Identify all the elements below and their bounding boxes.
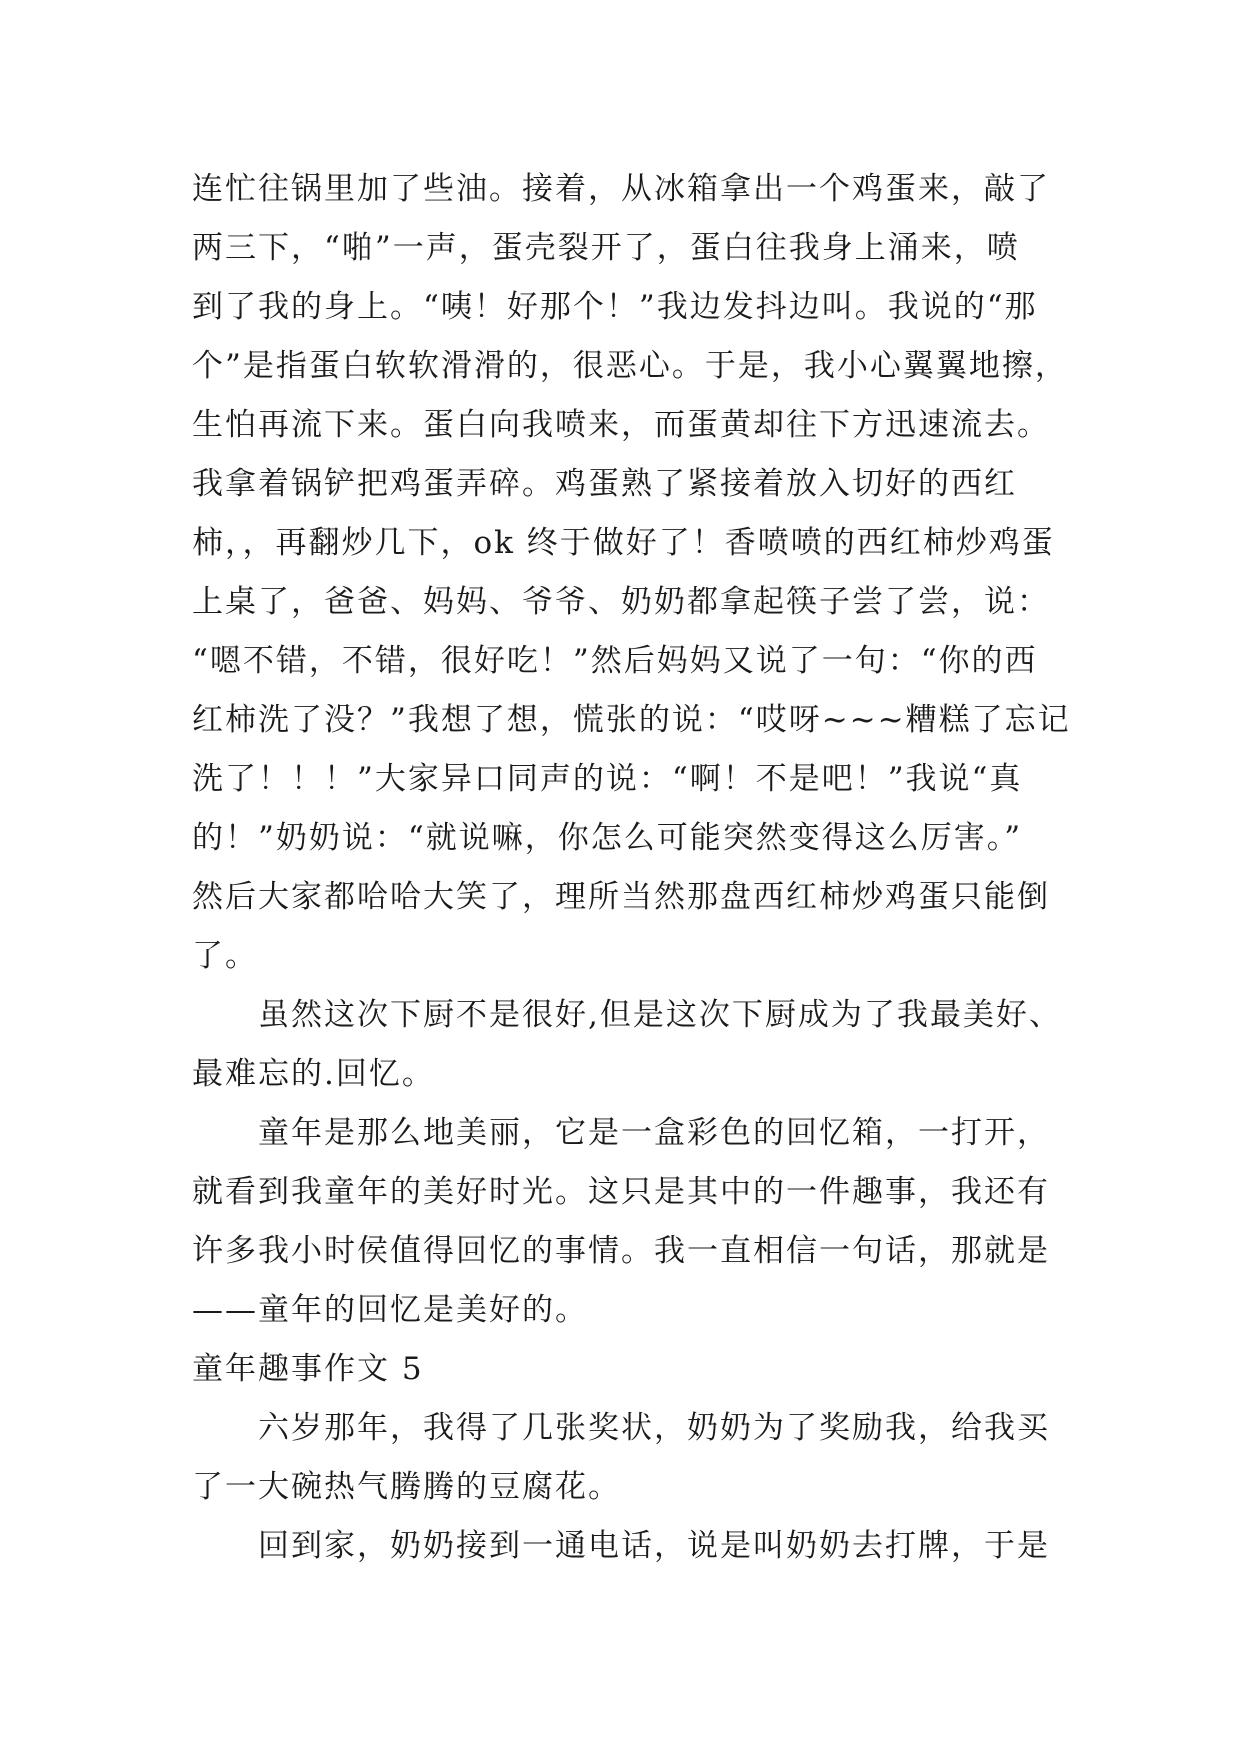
paragraph-start-line: 童年是那么地美丽，它是一盒彩色的回忆箱，一打开， [258,1115,1050,1151]
text-line: 了。 [192,938,258,974]
paragraph-start-line: 虽然这次下厨不是很好,但是这次下厨成为了我最美好、 [258,997,1062,1033]
text-line: 到了我的身上。“咦！好那个！”我边发抖边叫。我说的“那 [192,289,1038,325]
text-line: 两三下，“啪”一声，蛋壳裂开了，蛋白往我身上涌来，喷 [192,230,1020,266]
text-line: 最难忘的.回忆。 [192,1056,435,1092]
paragraph-start-line: 回到家，奶奶接到一通电话，说是叫奶奶去打牌，于是 [258,1528,1050,1564]
text-line: ——童年的回忆是美好的。 [192,1292,588,1328]
text-line: 洗了！！！”大家异口同声的说：“啊！不是吧！”我说“真 [192,761,1023,797]
text-line: 然后大家都哈哈大笑了，理所当然那盘西红柿炒鸡蛋只能倒 [192,879,1050,915]
text-line: 的！”奶奶说：“就说嘛，你怎么可能突然变得这么厉害。” [192,820,1023,856]
text-line: 我拿着锅铲把鸡蛋弄碎。鸡蛋熟了紧接着放入切好的西红 [192,466,1017,502]
text-line: 上桌了，爸爸、妈妈、爷爷、奶奶都拿起筷子尝了尝，说： [192,584,1050,620]
paragraph-start-line: 六岁那年，我得了几张奖状，奶奶为了奖励我，给我买 [258,1410,1050,1446]
text-line: 连忙往锅里加了些油。接着，从冰箱拿出一个鸡蛋来，敲了 [192,171,1050,207]
document-body [192,160,1072,1576]
text-line: 柿，，再翻炒几下，ok 终于做好了！香喷喷的西红柿炒鸡蛋 [192,525,1055,561]
section-heading: 童年趣事作文 5 [192,1351,424,1387]
text-line: 就看到我童年的美好时光。这只是其中的一件趣事，我还有 [192,1174,1050,1210]
text-line: 生怕再流下来。蛋白向我喷来，而蛋黄却往下方迅速流去。 [192,407,1050,443]
text-line: “嗯不错，不错，很好吃！”然后妈妈又说了一句：“你的西 [192,643,1038,679]
text-line: 了一大碗热气腾腾的豆腐花。 [192,1469,621,1505]
text-line: 许多我小时侯值得回忆的事情。我一直相信一句话，那就是 [192,1233,1050,1269]
text-line: 红柿洗了没？”我想了想，慌张的说：“哎呀~~~糟糕了忘记 [192,702,1071,738]
text-line: 个”是指蛋白软软滑滑的，很恶心。于是，我小心翼翼地擦， [192,348,1068,384]
